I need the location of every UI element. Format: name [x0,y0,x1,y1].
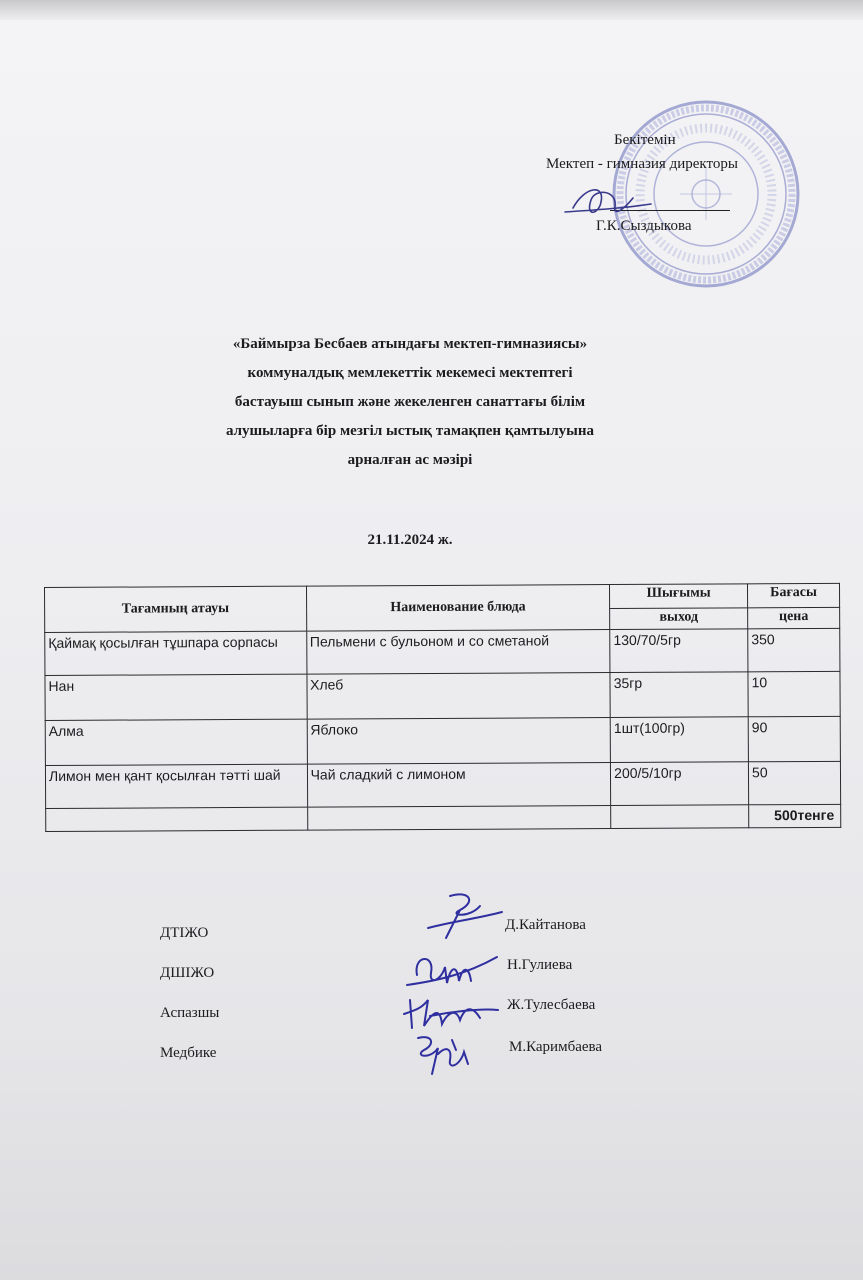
page-edge-shadow [0,0,863,20]
dish-yield: 200/5/10гр [611,762,749,806]
dish-price: 90 [748,716,840,761]
menu-table [44,583,841,832]
signatory-name: Д.Кайтанова [505,917,586,933]
empty-cell [46,807,308,831]
title-line-4: алушыларға бір мезгіл ыстық тамақпен қамтылуына [225,423,595,439]
dish-yield: 35гр [610,672,748,718]
dish-name-ru: Хлеб [307,673,611,720]
total-price: 500тенге [749,804,841,827]
empty-cell [611,805,749,829]
signature-4 [402,1030,482,1080]
signatory-name: Н.Гулиева [507,957,573,973]
table-row [45,716,840,765]
empty-cell [307,806,611,831]
signature-2 [405,945,500,995]
signatory-role: ДТІЖО [160,925,209,941]
header-yield-kz: Шығымы [610,584,748,608]
menu-title [130,330,690,475]
dish-price: 350 [748,628,840,671]
signatory-name: М.Каримбаева [509,1039,603,1055]
total-row [46,804,841,831]
dish-name-ru: Пельмени с бульоном и со сметаной [306,630,610,675]
dish-name-kz: Нан [45,674,307,720]
signatory-name: Ж.Тулесбаева [507,997,596,1013]
table-row [45,761,840,808]
header-price-ru: цена [748,607,840,629]
dish-name-kz: Қаймақ қосылған тұшпара сорпасы [45,631,307,675]
header-name-ru: Наименование блюда [306,585,610,632]
table-row [45,671,840,720]
approval-title: Бекітемін [614,132,676,148]
title-line-1: «Баймырза Бесбаев атындағы мектеп-гимназиясы» [232,336,588,352]
director-signature [555,178,655,228]
title-line-3: бастауыш сынып және жекеленген санаттағы білім [234,394,586,410]
approval-block [500,130,830,250]
dish-yield: 1шт(100гр) [610,717,748,763]
menu-date: 21.11.2024 ж. [367,532,453,548]
dish-name-kz: Лимон мен қант қосылған тәтті шай [45,764,307,808]
dish-name-kz: Алма [45,719,307,765]
dish-yield: 130/70/5гр [610,629,748,673]
signatory-role: Аспазшы [160,1005,220,1021]
header-name-kz: Тағамның атауы [45,586,307,632]
title-line-5: арналған ас мәзірі [347,452,473,468]
table-row [45,628,840,675]
header-yield-ru: выход [610,607,748,629]
approval-role: Мектеп - гимназия директоры [546,156,738,172]
signature-1 [420,888,505,948]
signatory-role: ДШІЖО [160,965,215,981]
header-price-kz: Бағасы [748,583,840,607]
title-line-2: коммуналдық мемлекеттік мекемесі мектептегі [247,365,573,381]
dish-price: 50 [748,761,840,804]
signatory-role: Медбике [160,1045,217,1061]
dish-name-ru: Яблоко [307,718,611,765]
dish-price: 10 [748,671,840,716]
dish-name-ru: Чай сладкий с лимоном [307,763,611,808]
approval-name: Г.К.Сыздыкова [596,218,692,234]
signature-3 [400,990,500,1035]
